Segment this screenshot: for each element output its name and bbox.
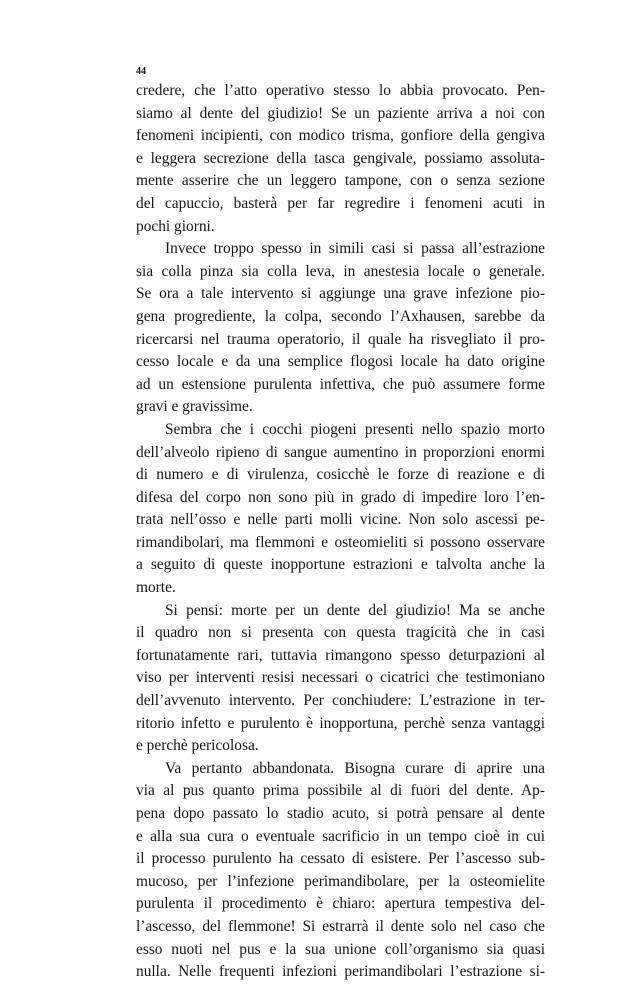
text-line: credere, che l’atto operativo stesso lo abbia provocato. Pen- [136,82,545,99]
text-line: siamo al dente del giudizio! Se un paziente arriva a noi con [136,104,545,122]
text-line: e alla sua cura o eventuale sacrificio in un tempo cioè in cui [136,827,545,845]
text-line: fortunatamente rari, tuttavia rimangono spesso deturpazioni al [136,646,545,664]
page-number: 44 [136,66,146,77]
text-line: nulla. Nelle frequenti infezioni perimandibolari l’estrazione si- [136,963,545,981]
text-line: sia colla pinza sia colla leva, in anestesia locale o generale. [136,262,545,280]
text-line: gravi e gravissime. [136,398,253,416]
text-line: dell’alveolo ripieno di sangue aumentino in proporzioni enormi [136,443,545,461]
text-line: pochi giorni. [136,217,215,235]
text-line: via al pus quanto prima possibile al di fuori del dente. Ap- [136,782,545,800]
text-line: ricercarsi nel trauma operatorio, il quale ha risvegliato il pro- [136,330,545,348]
text-line: dell’avvenuto intervento. Per conchiudere: L’estrazione in ter- [136,692,545,710]
text-line: del capuccio, basterà per far regredire i fenomeni acuti in [136,194,545,212]
text-line: esso nuoti nel pus e la sua unione coll’organismo sia quasi [136,940,545,958]
text-line: Si pensi: morte per un dente del giudizio! Ma se anche [165,601,545,619]
text-line: l’ascesso, del flemmone! Si estrarrà il dente solo nel caso che [136,917,545,935]
text-line: morte. [136,579,176,597]
text-line: gena progrediente, la colpa, secondo l’Axhausen, sarebbe da [136,307,545,325]
text-line: ritorio infetto e purulento è inopportuna, perchè senza vantaggi [136,714,545,732]
text-line: rimandibolari, ma flemmoni e osteomieliti si possono osservare [136,533,545,551]
text-line: e perchè pericolosa. [136,737,259,755]
text-line: Sembra che i cocchi piogeni presenti nello spazio morto [165,420,545,438]
text-line: purulenta il procedimento è chiaro: apertura tempestiva del- [136,895,545,913]
text-line: trata nell’osso e nelle parti molli vicine. Non solo ascessi pe- [136,511,545,529]
text-line: mucoso, per l’infezione perimandibolare, per la osteomielite [136,872,545,890]
body-text [136,80,545,984]
text-line: cesso locale e da una semplice flogosi locale ha dato origine [136,353,545,371]
text-line: il quadro non si presenta con questa tragicità che in casi [136,624,545,642]
text-line: di numero e di virulenza, cosicchè le forze di reazione e di [136,466,545,484]
text-line: fenomeni incipienti, con modico trisma, gonfiore della gengiva [136,127,545,145]
text-line: Invece troppo spesso in simili casi si passa all’estrazione [165,240,545,258]
text-line: Va pertanto abbandonata. Bisogna curare di aprire una [165,759,545,777]
text-line: mente asserire che un leggero tampone, con o senza sezione [136,172,545,190]
text-line: Se ora a tale intervento si aggiunge una grave infezione pio- [136,285,545,303]
text-line: pena dopo passato lo stadio acuto, si potrà pensare al dente [136,805,545,822]
text-line: il processo purulento ha cessato di esistere. Per l’ascesso sub- [136,850,545,868]
text-line: viso per interventi resisi necessari o cicatrici che testimoniano [136,669,545,687]
text-line: e leggera secrezione della tasca gengivale, possiamo assoluta- [136,149,545,167]
text-line: a seguito di queste inopportune estrazioni e talvolta anche la [136,556,545,574]
text-line: ad un estensione purulenta infettiva, che può assumere forme [136,375,545,393]
text-line: difesa del corpo non sono più in grado di impedire loro l’en- [136,488,545,506]
